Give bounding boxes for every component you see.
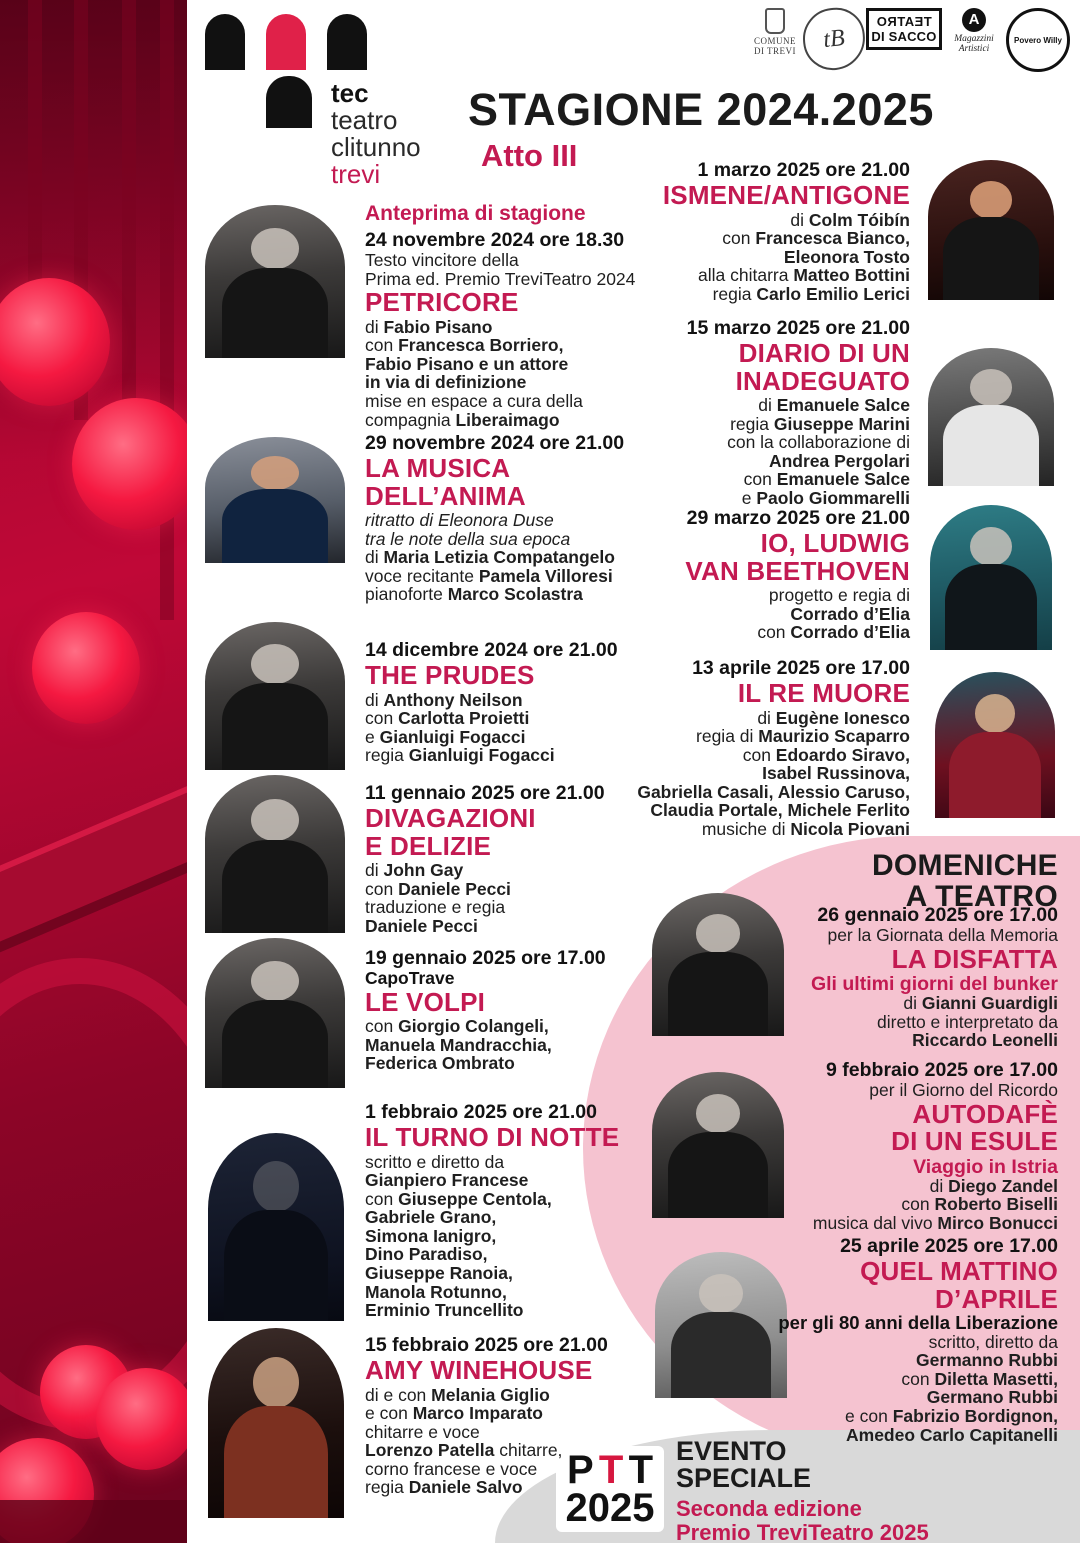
event-row-body: di Diego Zandel	[929, 1175, 1058, 1196]
event-row-body: pianoforte Marco Scolastra	[365, 584, 583, 605]
event-row-date: 14 dicembre 2024 ore 21.00	[365, 639, 618, 661]
photo-la-musica-dellanima	[205, 437, 345, 563]
event-row-body: Gabriele Grano,	[365, 1207, 497, 1228]
event-io-ludwig-van-beethoven	[555, 508, 910, 642]
event-row-title: DIVAGAZIONI	[365, 803, 536, 833]
event-row-title: VAN BEETHOVEN	[685, 555, 910, 586]
event-row-body: alla chitarra Matteo Bottini	[698, 265, 910, 286]
event-row-body: voce recitante Pamela Villoresi	[365, 565, 613, 586]
lamp-globe-icon	[96, 1368, 187, 1470]
event-row-body: Amedeo Carlo Capitanelli	[846, 1424, 1058, 1445]
tec-wordmark: tec	[331, 78, 369, 108]
event-row-body: Testo vincitore della	[365, 250, 519, 270]
event-row-body: Prima ed. Premio TreviTeatro 2024	[365, 268, 636, 289]
event-row-body: Gianpiero Francese	[365, 1170, 529, 1191]
event-row-body: di John Gay	[365, 860, 464, 880]
event-row-date: 13 aprile 2025 ore 17.00	[692, 657, 910, 679]
event-row-title: D’APRILE	[935, 1283, 1058, 1314]
event-row-body: musiche di Nicola Piovani	[701, 819, 910, 840]
event-row-italic: tra le note della sua epoca	[365, 528, 571, 549]
domeniche-a-teatro-heading	[690, 850, 1058, 912]
event-ismene-antigone	[555, 160, 910, 303]
page-title: STAGIONE 2024.2025	[468, 84, 934, 135]
event-row-body: con Carlotta Proietti	[365, 708, 530, 729]
event-row-body: con Roberto Biselli	[901, 1194, 1058, 1215]
tec-line: teatro	[331, 105, 398, 135]
event-row-boldline: per gli 80 anni della Liberazione	[778, 1312, 1058, 1333]
photo-diario-di-un-inadeguato	[928, 348, 1054, 486]
event-row-body: con Francesca Bianco,	[722, 228, 910, 249]
event-le-volpi	[365, 948, 620, 1073]
event-autodafe-di-un-esule	[690, 1060, 1058, 1232]
event-row-body: di Emanuele Salce	[758, 395, 910, 415]
event-row-title: IO, LUDWIG	[760, 528, 910, 558]
event-row-body: di Fabio Pisano	[365, 316, 493, 337]
event-row-date: 11 gennaio 2025 ore 21.00	[365, 782, 605, 804]
event-row-body: in via di definizione	[365, 372, 527, 393]
event-row-italic: ritratto di Eleonora Duse	[365, 510, 554, 530]
evento-line: EVENTO	[676, 1436, 787, 1466]
event-row-body: per la Giornata della Memoria	[827, 925, 1058, 945]
logo-label: Povero Willy	[1014, 35, 1062, 45]
event-row-body: corno francese e voce	[365, 1458, 538, 1479]
event-row-title: LA DISFATTA	[891, 943, 1058, 974]
event-row-body: musica dal vivo Mirco Bonucci	[812, 1212, 1058, 1233]
event-row-date: 24 novembre 2024 ore 18.30	[365, 229, 625, 251]
logo-label: DI SACCO	[871, 29, 937, 44]
event-row-body: e Paolo Giommarelli	[741, 487, 910, 508]
event-row-body: per il Giorno del Ricordo	[869, 1080, 1058, 1100]
event-row-body: e con Fabrizio Bordignon,	[845, 1405, 1058, 1426]
event-row-title: IL TURNO DI NOTTE	[365, 1122, 620, 1152]
event-row-body: Claudia Portale, Michele Ferlito	[650, 800, 910, 821]
event-row-pre: CapoTrave	[365, 968, 455, 988]
event-row-body: di Colm Tóibín	[790, 209, 910, 230]
photo-petricore	[205, 205, 345, 358]
curtain-fringe	[0, 1500, 187, 1543]
event-row-title: LE VOLPI	[365, 986, 486, 1017]
logo-label-mirrored: TEATRO	[876, 14, 932, 29]
edition-line: Seconda edizione	[676, 1496, 862, 1521]
evento-speciale-block	[676, 1438, 929, 1543]
event-row-date: 1 febbraio 2025 ore 21.00	[365, 1101, 597, 1123]
event-row-body: Giuseppe Ranoia,	[365, 1263, 513, 1284]
event-row-body: con Francesca Borriero,	[365, 335, 564, 356]
arch-icon	[266, 76, 312, 128]
event-row-date: 26 gennaio 2025 ore 17.00	[817, 904, 1058, 926]
event-row-body: regia Gianluigi Fogacci	[365, 745, 555, 766]
event-row-body: traduzione e regia	[365, 897, 506, 918]
logo-povero-willy	[1006, 8, 1070, 72]
event-row-body: regia Carlo Emilio Lerici	[712, 283, 910, 304]
photo-the-prudes	[205, 622, 345, 770]
event-il-re-muore	[555, 658, 910, 839]
event-il-turno-di-notte	[365, 1102, 620, 1320]
ptt-letter-accent: T	[598, 1448, 624, 1492]
logo-label: Magazzini Artistici	[954, 34, 994, 54]
event-row-body: con Edoardo Siravo,	[742, 744, 910, 765]
event-row-body: Germano Rubbi	[926, 1387, 1058, 1408]
event-row-title: QUEL MATTINO	[860, 1256, 1058, 1286]
ptt-year: 2025	[565, 1486, 655, 1530]
event-row-date: 1 marzo 2025 ore 21.00	[697, 159, 910, 181]
event-row-title: ISMENE/ANTIGONE	[662, 180, 910, 210]
lamp-globe-icon	[72, 398, 187, 530]
event-row-body: mise en espace a cura della	[365, 391, 583, 412]
event-row-date: 29 marzo 2025 ore 21.00	[686, 507, 910, 529]
event-quel-mattino-daprile	[690, 1236, 1058, 1444]
event-row-title: THE PRUDES	[365, 660, 535, 690]
event-row-body: di Gianni Guardigli	[903, 993, 1058, 1014]
event-row-body: Lorenzo Patella chitarre,	[365, 1440, 563, 1461]
event-row-title: PETRICORE	[365, 287, 519, 318]
event-row-body: Dino Paradiso,	[365, 1244, 488, 1265]
evento-line: SPECIALE	[676, 1463, 812, 1493]
event-row-body: Daniele Pecci	[365, 915, 478, 936]
event-row-body: con la collaborazione di	[727, 432, 910, 453]
tec-logo-text	[331, 80, 421, 188]
logo-comune-di-trevi	[748, 8, 802, 56]
event-row-date: 19 gennaio 2025 ore 17.00	[365, 947, 606, 969]
arch-icon-red	[266, 14, 306, 70]
ptt-letter: P	[567, 1448, 594, 1492]
event-row-body: regia Daniele Salvo	[365, 1477, 523, 1498]
event-diario-di-un-inadeguato	[555, 318, 910, 508]
event-row-body: Manuela Mandracchia,	[365, 1034, 552, 1055]
event-row-body: di Maria Letizia Compatangelo	[365, 547, 615, 568]
event-row-body: di e con Melania Giglio	[365, 1384, 550, 1405]
event-row-body: con Daniele Pecci	[365, 878, 511, 899]
event-row-body: con Diletta Masetti,	[901, 1368, 1058, 1389]
event-row-body: e Gianluigi Fogacci	[365, 726, 526, 747]
tec-line: clitunno	[331, 132, 421, 162]
page-subtitle: Atto III	[481, 138, 578, 173]
event-row-body: di Anthony Neilson	[365, 689, 523, 710]
event-row-title: LA MUSICA	[365, 453, 511, 483]
event-row-date: 9 febbraio 2025 ore 17.00	[826, 1059, 1058, 1081]
event-row-title: IL RE MUORE	[737, 678, 910, 708]
event-row-body: scritto, diretto da	[928, 1331, 1058, 1352]
event-row-body: Isabel Russinova,	[762, 763, 910, 784]
event-row-body: regia Giuseppe Marini	[730, 413, 910, 434]
tec-line-trevi: trevi	[331, 159, 381, 189]
event-row-body: con Giorgio Colangeli,	[365, 1016, 549, 1037]
event-row-body: regia di Maurizio Scaparro	[696, 726, 910, 747]
arch-icon	[327, 14, 367, 70]
partner-logos	[748, 8, 1070, 80]
event-row-body: Simona Ianigro,	[365, 1225, 497, 1246]
photo-io-ludwig-van-beethoven	[930, 505, 1052, 650]
event-row-sub: Gli ultimi giorni del bunker	[810, 973, 1058, 996]
event-row-body: e con Marco Imparato	[365, 1403, 543, 1424]
event-row-date: 15 marzo 2025 ore 21.00	[686, 317, 910, 339]
logo-tb-sketch	[800, 5, 868, 73]
event-row-section: Anteprima di stagione	[365, 202, 586, 225]
event-row-body: con Giuseppe Centola,	[365, 1188, 552, 1209]
event-row-body: Federica Ombrato	[365, 1053, 515, 1074]
event-row-title: DELL’ANIMA	[365, 480, 526, 511]
event-row-body: Gabriella Casali, Alessio Caruso,	[637, 781, 910, 802]
event-row-title: E DELIZIE	[365, 830, 492, 861]
event-row-title: DIARIO DI UN	[738, 338, 910, 368]
event-row-title: INADEGUATO	[735, 365, 910, 396]
event-row-body: con Corrado d’Elia	[757, 622, 910, 643]
event-row-title: DI UN ESULE	[891, 1126, 1058, 1157]
photo-il-turno-di-notte	[208, 1133, 344, 1321]
edition-line: Premio TreviTeatro 2025	[676, 1520, 929, 1543]
photo-il-re-muore	[935, 672, 1055, 818]
event-row-body: Manola Rotunno,	[365, 1281, 507, 1302]
event-row-body: diretto e interpretato da	[877, 1011, 1058, 1032]
arch-icon	[205, 14, 245, 70]
photo-ismene-antigone	[928, 160, 1054, 300]
photo-amy-winehouse	[208, 1328, 344, 1518]
heading-line: DOMENICHE	[871, 849, 1058, 882]
heading-line: A TEATRO	[905, 880, 1058, 913]
event-row-date: 25 aprile 2025 ore 17.00	[840, 1235, 1058, 1257]
event-row-body: Andrea Pergolari	[768, 450, 910, 471]
logo-label: COMUNE DI TREVI	[753, 36, 797, 56]
event-row-sub: Viaggio in Istria	[913, 1155, 1058, 1178]
event-row-body: con Emanuele Salce	[743, 469, 910, 490]
event-row-body: compagnia Liberaimago	[365, 409, 560, 430]
theatre-photo-band	[0, 0, 187, 1543]
event-row-title: AMY WINEHOUSE	[365, 1355, 593, 1385]
event-row-body: Fabio Pisano e un attore	[365, 353, 569, 374]
event-row-body: Riccardo Leonelli	[912, 1030, 1058, 1051]
event-row-date: 15 febbraio 2025 ore 21.00	[365, 1334, 608, 1356]
balcony-rail	[0, 759, 187, 958]
event-amy-winehouse	[365, 1335, 620, 1497]
event-row-body: di Eugène Ionesco	[757, 707, 910, 728]
ptt-letter: T	[628, 1448, 653, 1492]
event-row-date: 29 novembre 2024 ore 21.00	[365, 432, 625, 454]
photo-le-volpi	[205, 938, 345, 1088]
photo-divagazioni-e-delizie	[205, 775, 345, 933]
event-row-body: Germanno Rubbi	[916, 1350, 1058, 1371]
circle-a-icon: A	[962, 8, 986, 32]
event-row-title: AUTODAFÈ	[912, 1098, 1058, 1129]
event-row-body: Eleonora Tosto	[783, 246, 910, 267]
event-row-body: progetto e regia di	[768, 585, 910, 605]
event-row-body: Erminio Truncellito	[365, 1300, 524, 1321]
band-pillar	[28, 0, 42, 300]
logo-teatro-di-sacco	[866, 8, 942, 50]
logo-magazzini-artistici	[943, 8, 1005, 54]
event-row-body: Corrado d’Elia	[790, 603, 910, 624]
logo-label: tB	[821, 24, 846, 53]
crest-icon	[765, 8, 785, 34]
band-pillar	[160, 0, 174, 620]
event-row-body: chitarre e voce	[365, 1421, 480, 1442]
lamp-globe-icon	[32, 612, 140, 724]
event-la-disfatta	[690, 905, 1058, 1050]
event-row-body: scritto e diretto da	[365, 1151, 505, 1172]
